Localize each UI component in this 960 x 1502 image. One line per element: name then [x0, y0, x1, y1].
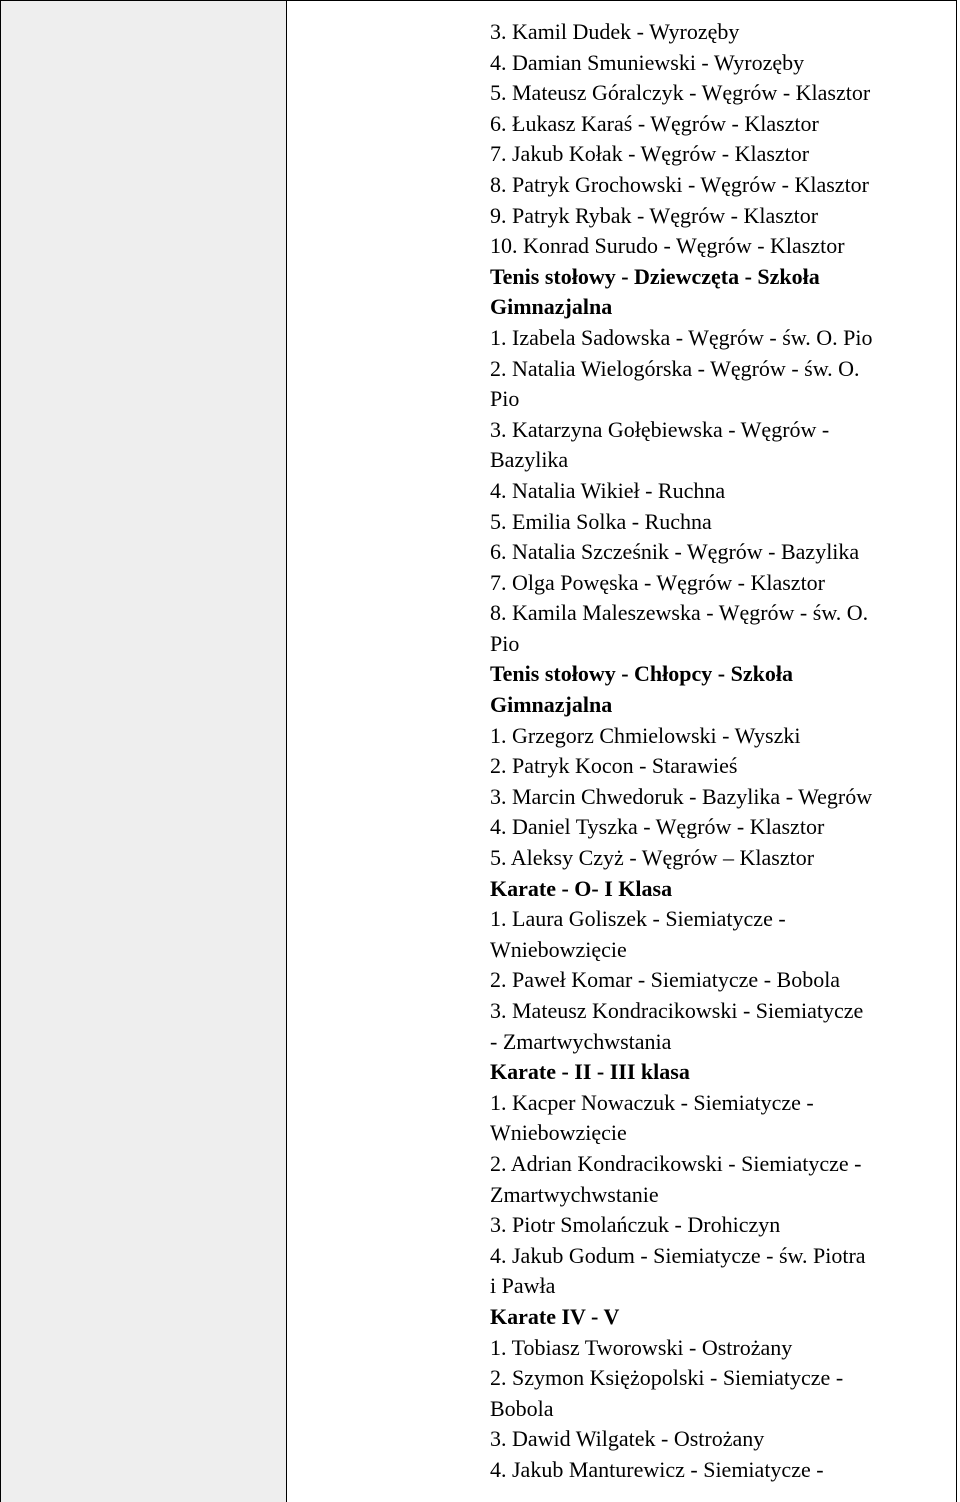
section-heading: Gimnazjalna — [490, 692, 613, 718]
result-line: 4. Jakub Godum - Siemiatycze - św. Piotra — [490, 1242, 866, 1268]
section-heading: Karate - II - III klasa — [490, 1059, 690, 1085]
result-line: 4. Natalia Wikieł - Ruchna — [490, 477, 726, 503]
result-line: 1. Kacper Nowaczuk - Siemiatycze - — [490, 1089, 814, 1115]
result-line: 2. Adrian Kondracikowski - Siemiatycze - — [490, 1150, 862, 1176]
result-line: Wniebowzięcie — [490, 936, 627, 962]
result-line: 3. Mateusz Kondracikowski - Siemiatycze — [490, 998, 864, 1023]
result-line: Pio — [490, 630, 520, 656]
result-line: Wniebowzięcie — [490, 1120, 627, 1146]
result-line: 7. Olga Powęska - Węgrów - Klasztor — [490, 569, 826, 595]
result-line: 7. Jakub Kołak - Węgrów - Klasztor — [490, 141, 810, 167]
result-line: 2. Szymon Księżopolski - Siemiatycze - — [490, 1365, 844, 1391]
result-line: 2. Patryk Kocon - Starawieś — [490, 753, 738, 779]
result-line: 3. Katarzyna Gołębiewska - Węgrów - — [490, 416, 830, 442]
result-line: Bazylika — [490, 447, 569, 473]
result-line: 8. Kamila Maleszewska - Węgrów - św. O. — [490, 600, 869, 626]
result-line: 10. Konrad Surudo - Węgrów - Klasztor — [490, 233, 845, 259]
result-line: 4. Daniel Tyszka - Węgrów - Klasztor — [490, 814, 825, 840]
result-line: 1. Laura Goliszek - Siemiatycze - — [490, 906, 786, 932]
result-line: 3. Piotr Smolańczuk - Drohiczyn — [490, 1212, 781, 1238]
result-line: Pio — [490, 386, 520, 412]
result-line: 8. Patryk Grochowski - Węgrów - Klasztor — [490, 171, 870, 197]
result-line: Bobola — [490, 1395, 554, 1421]
result-line: 4. Damian Smuniewski - Wyrozęby — [490, 49, 805, 75]
result-line: 5. Emilia Solka - Ruchna — [490, 508, 712, 534]
result-line: Zmartwychwstanie — [490, 1181, 659, 1207]
right-column-cell — [287, 1, 956, 1502]
section-heading: Tenis stołowy - Chłopcy - Szkoła — [490, 661, 793, 687]
result-line: 9. Patryk Rybak - Węgrów - Klasztor — [490, 202, 819, 228]
result-line: 3. Kamil Dudek - Wyrozęby — [490, 19, 740, 44]
section-heading: Karate - O- I Klasa — [490, 875, 673, 901]
result-line: 4. Jakub Manturewicz - Siemiatycze - — [490, 1456, 824, 1482]
section-heading: Tenis stołowy - Dziewczęta - Szkoła — [490, 263, 820, 289]
result-line: 5. Aleksy Czyż - Węgrów – Klasztor — [490, 845, 815, 871]
result-line: 6. Łukasz Karaś - Węgrów - Klasztor — [490, 110, 819, 136]
section-heading: Gimnazjalna — [490, 294, 613, 320]
result-line: 6. Natalia Szcześnik - Węgrów - Bazylika — [490, 539, 860, 565]
result-line: 2. Natalia Wielogórska - Węgrów - św. O. — [490, 355, 860, 381]
result-line: 1. Tobiasz Tworowski - Ostrożany — [490, 1334, 793, 1360]
result-line: 3. Dawid Wilgatek - Ostrożany — [490, 1426, 765, 1452]
results-list — [490, 17, 960, 1486]
result-line: 1. Izabela Sadowska - Węgrów - św. O. Pio — [490, 324, 873, 350]
section-heading: Karate IV - V — [490, 1303, 620, 1329]
result-line: 1. Grzegorz Chmielowski - Wyszki — [490, 722, 801, 748]
left-column-cell — [1, 1, 287, 1502]
result-line: 5. Mateusz Góralczyk - Węgrów - Klasztor — [490, 80, 871, 106]
result-line: 2. Paweł Komar - Siemiatycze - Bobola — [490, 967, 841, 993]
result-line: i Pawła — [490, 1273, 556, 1299]
result-line: 3. Marcin Chwedoruk - Bazylika - Wegrów — [490, 783, 873, 809]
result-line: - Zmartwychwstania — [490, 1028, 672, 1054]
